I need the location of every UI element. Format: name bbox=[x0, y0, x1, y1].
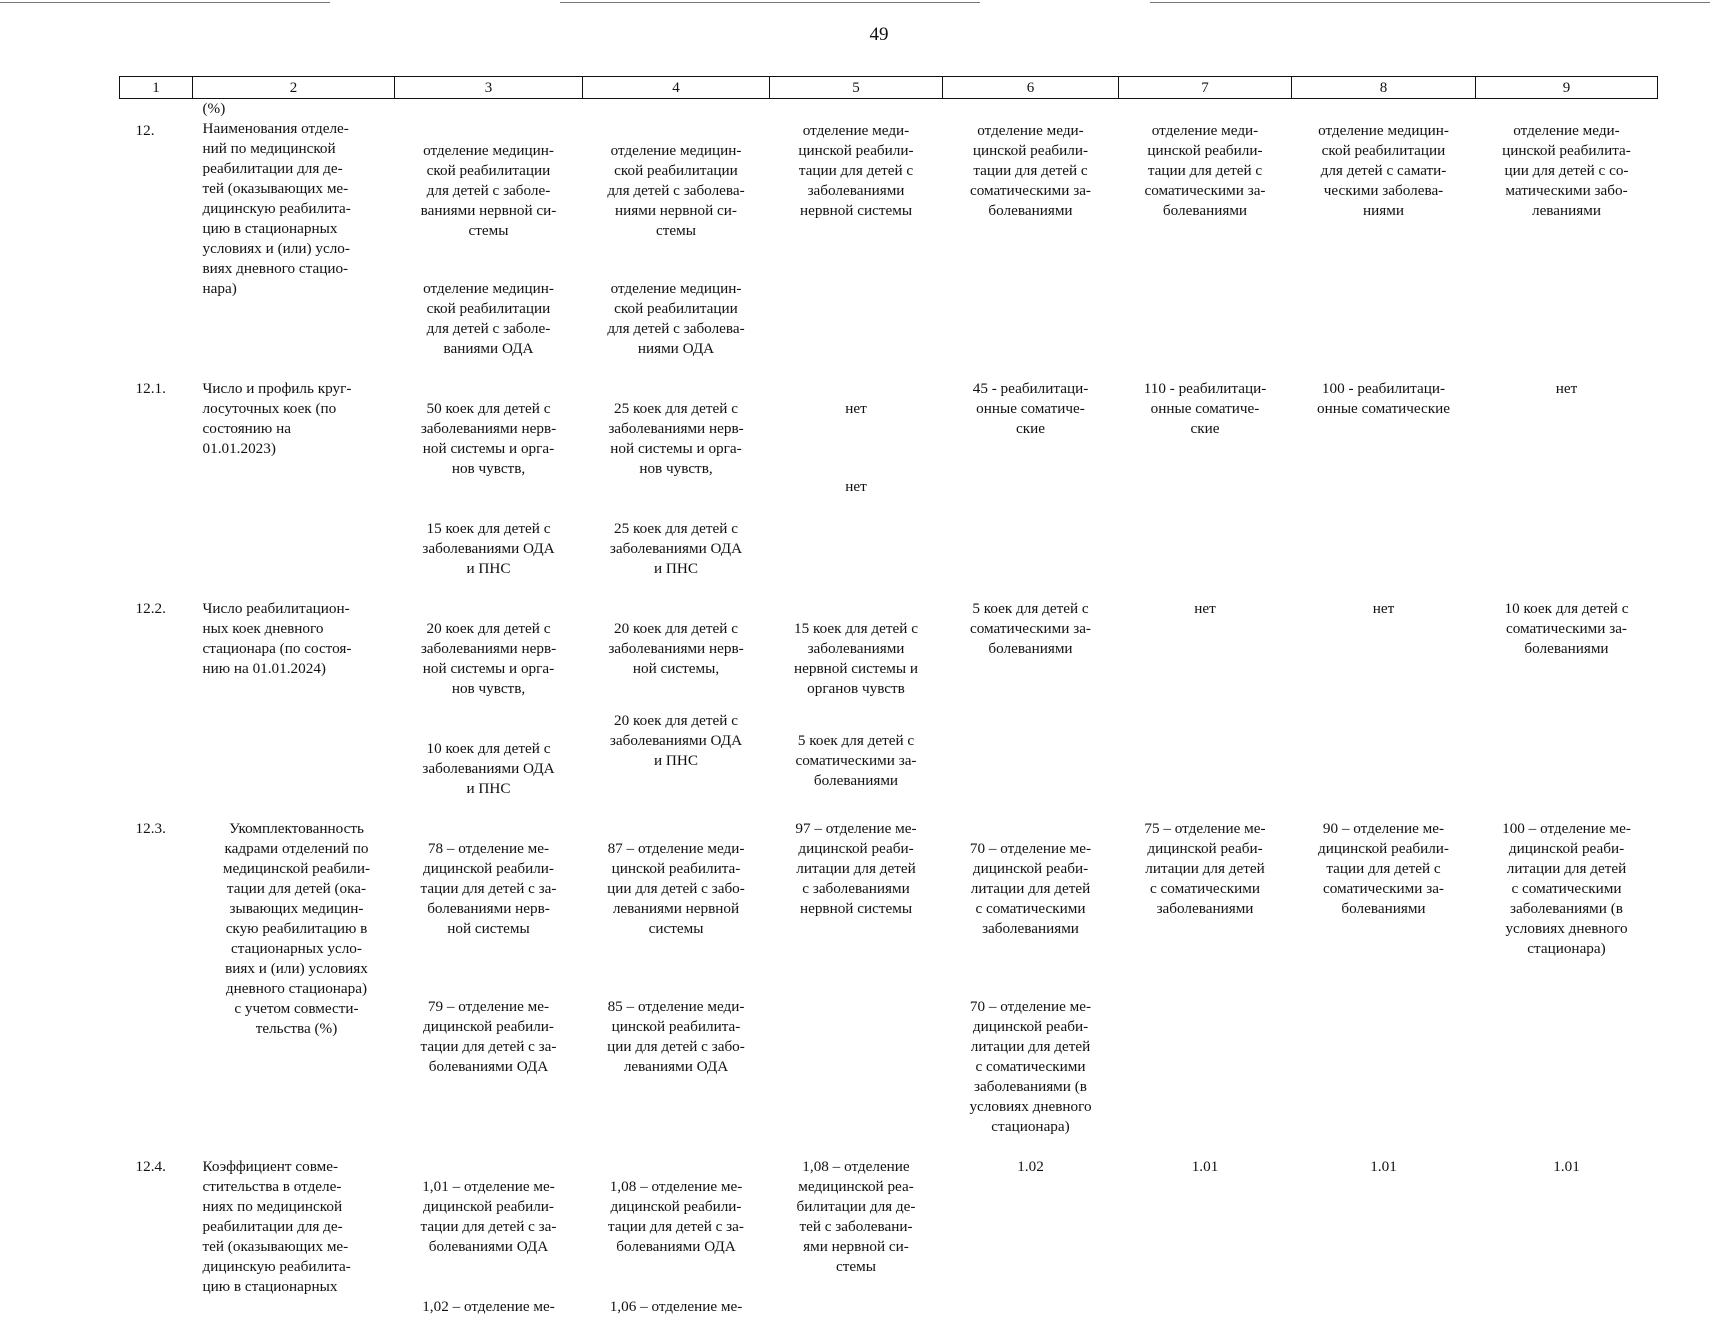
cell-text: 1,06 – отделение ме- bbox=[609, 1298, 743, 1315]
table-cell: 1.01 bbox=[1370, 1158, 1397, 1175]
table-cell: отделение меди- цинской реабили- тации для детей с соматическими за- болеваниями bbox=[969, 122, 1091, 219]
table-cell: 97 – отделение ме- дицинской реаби- литации для детей с заболеваниями нервной системы bbox=[795, 820, 917, 917]
cell-text: нет bbox=[845, 478, 867, 495]
row-name: Коэффициент совме- стительства в отделе- ниях по медицинской реабилитации для де- тей (оказывающих ме- дицинскую реабилита- цию в стационарных bbox=[202, 1158, 351, 1295]
cell-text: 10 коек для детей с заболеваниями ОДА и ПНС bbox=[422, 740, 555, 797]
cell-text: отделение медицин- ской реабилитации для детей с заболева- ниями нервной си- стемы bbox=[607, 142, 745, 239]
column-header-9: 9 bbox=[1476, 77, 1658, 99]
table-cell: 45 - реабилитаци- онные соматиче- ские bbox=[972, 380, 1089, 437]
table-cell: 75 – отделение ме- дицинской реаби- литации для детей с соматическими заболеваниями bbox=[1144, 820, 1266, 917]
table-cell: 5 коек для детей с соматическими за- болеваниями bbox=[969, 600, 1091, 657]
table-cell: 90 – отделение ме- дицинской реабили- тации для детей с соматическими за- болеваниями bbox=[1318, 820, 1449, 917]
table-cell bbox=[770, 599, 943, 819]
cell-text: 20 коек для детей с заболеваниями нерв- ной системы и орга- нов чувств, bbox=[420, 620, 557, 697]
cell-text: 15 коек для детей с заболеваниями ОДА и ПНС bbox=[422, 520, 555, 577]
table-row bbox=[120, 99, 1658, 380]
column-header-4: 4 bbox=[583, 77, 770, 99]
table-cell: нет bbox=[1555, 380, 1578, 397]
table-cell: отделение меди- цинской реабилита- ции для детей с со- матическими забо- леваниями bbox=[1502, 122, 1631, 219]
table-row bbox=[120, 1157, 1658, 1337]
table-cell: 110 - реабилитаци- онные соматиче- ские bbox=[1143, 380, 1267, 437]
header-row bbox=[120, 77, 1658, 99]
table-cell: отделение меди- цинской реабили- тации для детей с соматическими за- болеваниями bbox=[1144, 122, 1266, 219]
cell-text: 78 – отделение ме- дицинской реабили- тации для детей с за- болеваниями нерв- ной системы bbox=[420, 840, 557, 937]
data-table bbox=[119, 76, 1658, 1337]
table-row bbox=[120, 379, 1658, 599]
table-cell: нет bbox=[1194, 600, 1216, 617]
row-number: 12.4. bbox=[135, 1158, 166, 1175]
row-name: Число реабилитацион- ных коек дневного стационара (по состоя- нию на 01.01.2024) bbox=[202, 600, 352, 677]
table-cell bbox=[943, 819, 1119, 1157]
cell-text: 15 коек для детей с заболеваниями нервной системы и органов чувств bbox=[793, 620, 918, 697]
cell-text: 70 – отделение ме- дицинской реаби- литации для детей с соматическими заболеваниями (в условиях дневного стационара) bbox=[969, 998, 1092, 1135]
table-cell: 1.02 bbox=[1017, 1158, 1044, 1175]
row-number: 12.1. bbox=[135, 380, 166, 397]
table-cell: 1.01 bbox=[1191, 1158, 1219, 1175]
column-header-7: 7 bbox=[1119, 77, 1292, 99]
cell-text: отделение медицин- ской реабилитации для детей с заболева- ниями ОДА bbox=[607, 280, 745, 357]
row-number: 12. bbox=[135, 122, 155, 139]
table-cell bbox=[395, 1157, 583, 1337]
cell-text: 1,02 – отделение ме- bbox=[422, 1298, 555, 1315]
column-header-2: 2 bbox=[193, 77, 395, 99]
column-header-3: 3 bbox=[395, 77, 583, 99]
row-number: 12.3. bbox=[135, 820, 166, 837]
table-cell bbox=[583, 819, 770, 1157]
table-cell bbox=[395, 819, 583, 1157]
cell-text: 1,08 – отделение ме- дицинской реабили- тации для детей с за- болеваниями ОДА bbox=[608, 1178, 744, 1255]
cell-text: 5 коек для детей с соматическими за- болеваниями bbox=[795, 732, 917, 789]
row-name: Укомплектованность кадрами отделений по медицинской реабили- тации для детей (ока- зывающих медицин- скую реабилитацию в стационарных усло- виях и (или) условиях дневного стационара) с учетом совмести- тельства (%) bbox=[222, 820, 371, 1037]
table-cell bbox=[583, 1157, 770, 1337]
cell-text: 50 коек для детей с заболеваниями нерв- ной системы и орга- нов чувств, bbox=[420, 400, 557, 477]
table-cell bbox=[770, 379, 943, 599]
table-cell: 100 – отделение ме- дицинской реаби- литации для детей с соматическими заболеваниями (в условиях дневного стационара) bbox=[1502, 820, 1631, 957]
table-cell: отделение медицин- ской реабилитации для детей с самати- ческими заболева- ниями bbox=[1318, 122, 1449, 219]
cell-text: 25 коек для детей с заболеваниями ОДА и ПНС bbox=[609, 520, 743, 577]
table-cell bbox=[583, 379, 770, 599]
table-cell: отделение меди- цинской реабили- тации для детей с заболеваниями нервной системы bbox=[798, 122, 914, 219]
table-row bbox=[120, 599, 1658, 819]
column-header-6: 6 bbox=[943, 77, 1119, 99]
cell-text: 85 – отделение меди- цинской реабилита- ции для детей с забо- леваниями ОДА bbox=[607, 998, 745, 1075]
cell-text: 25 коек для детей с заболеваниями нерв- ной системы и орга- нов чувств, bbox=[608, 400, 744, 477]
row-name: (%) Наименования отделе- ний по медицинской реабилитации для де- тей (оказывающих ме- дицинскую реабилита- цию в стационарных условиях и (или) усло- виях дневного стацио- нара) bbox=[202, 100, 351, 297]
cell-text: отделение медицин- ской реабилитации для детей с заболе- ваниями нервной си- стемы bbox=[420, 142, 557, 239]
cell-text: 20 коек для детей с заболеваниями ОДА и ПНС bbox=[609, 712, 743, 769]
cell-text: 87 – отделение меди- цинской реабилита- ции для детей с забо- леваниями нервной системы bbox=[607, 840, 745, 937]
row-number: 12.2. bbox=[135, 600, 166, 617]
row-name: Число и профиль круг- лосуточных коек (по состоянию на 01.01.2023) bbox=[202, 380, 352, 457]
cell-text: 1,01 – отделение ме- дицинской реабили- тации для детей с за- болеваниями ОДА bbox=[420, 1178, 557, 1255]
table-cell: 100 - реабилитаци- онные соматические bbox=[1316, 380, 1450, 417]
table-cell: 1,08 – отделение медицинской реа- билитации для де- тей с заболевани- ями нервной си- стемы bbox=[796, 1158, 916, 1275]
column-header-1: 1 bbox=[120, 77, 193, 99]
table-cell bbox=[583, 99, 770, 380]
table-cell bbox=[583, 599, 770, 819]
cell-text: 79 – отделение ме- дицинской реабили- тации для детей с за- болеваниями ОДА bbox=[420, 998, 557, 1075]
table-cell: нет bbox=[1372, 600, 1395, 617]
table-cell bbox=[395, 379, 583, 599]
table-cell: 1.01 bbox=[1553, 1158, 1580, 1175]
cell-text: 20 коек для детей с заболеваниями нерв- ной системы, bbox=[608, 620, 744, 677]
cell-text: отделение медицин- ской реабилитации для детей с заболе- ваниями ОДА bbox=[423, 280, 554, 357]
cell-text: нет bbox=[845, 400, 867, 417]
table-cell: 10 коек для детей с соматическими за- болеваниями bbox=[1504, 600, 1629, 657]
page-number: 49 bbox=[869, 24, 889, 45]
table-cell bbox=[395, 599, 583, 819]
table-row bbox=[120, 819, 1658, 1157]
cell-text: 70 – отделение ме- дицинской реаби- литации для детей с соматическими заболеваниями bbox=[969, 840, 1092, 937]
column-header-5: 5 bbox=[770, 77, 943, 99]
table-cell bbox=[395, 99, 583, 380]
column-header-8: 8 bbox=[1292, 77, 1476, 99]
